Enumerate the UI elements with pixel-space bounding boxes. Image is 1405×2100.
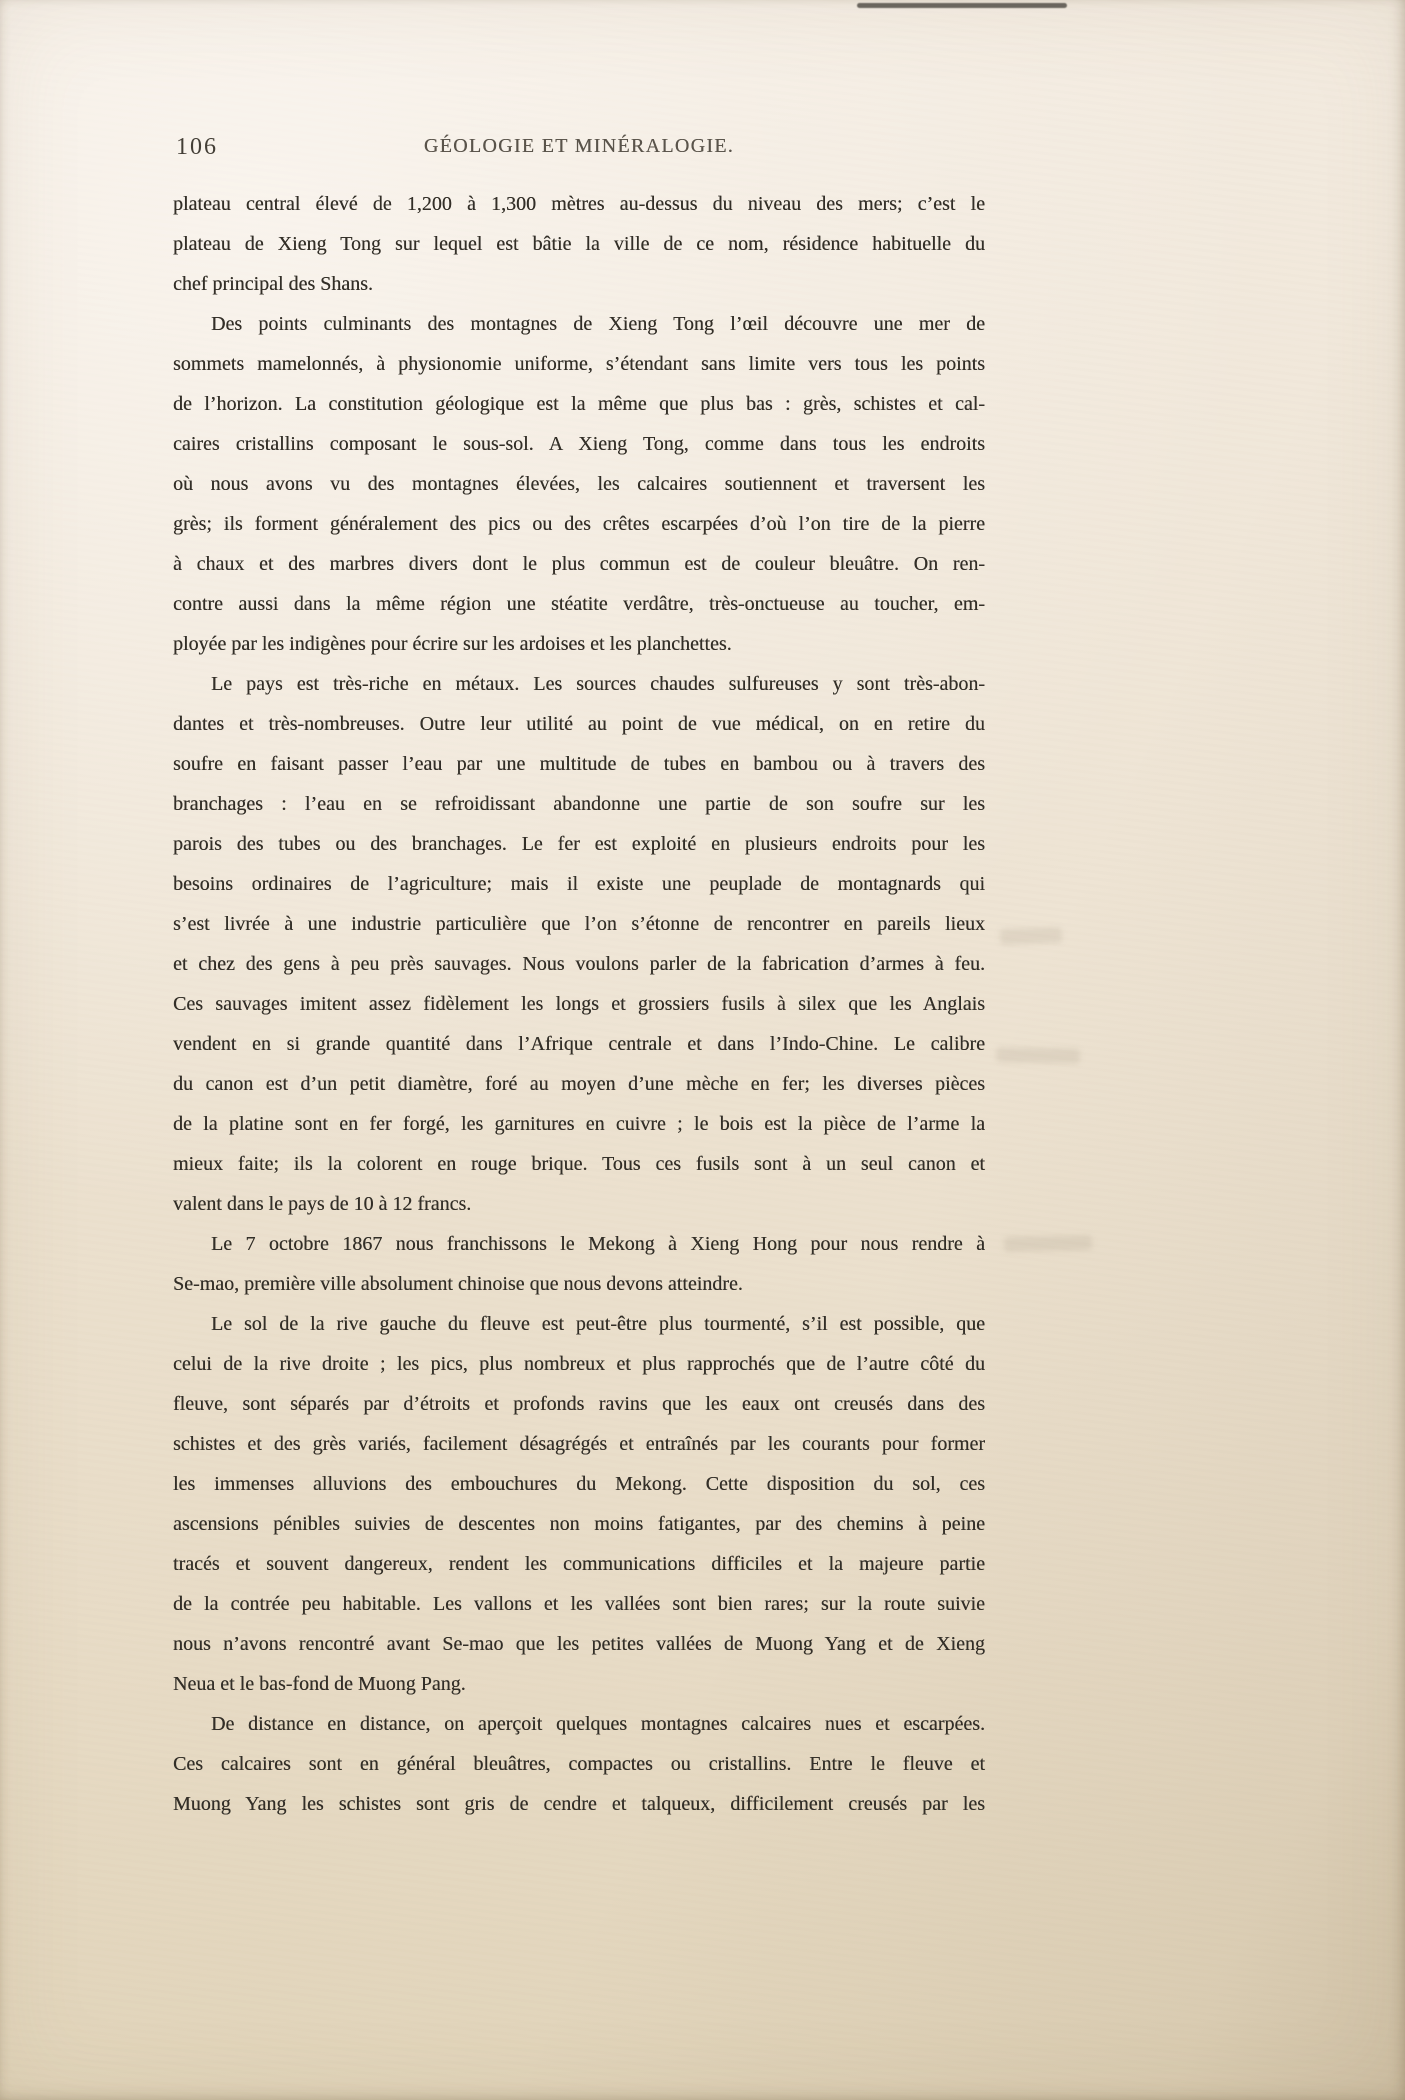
text-block (173, 184, 985, 1824)
text-line: nous n’avons rencontré avant Se-mao que les petites vallées de Muong Yang et de Xieng (173, 1633, 985, 1655)
text-line: parois des tubes ou des branchages. Le fer est exploité en plusieurs endroits pour les (173, 833, 985, 855)
text-line: et chez des gens à peu près sauvages. Nous voulons parler de la fabrication d’armes à feu. (173, 953, 985, 975)
text-line: où nous avons vu des montagnes élevées, les calcaires soutiennent et traversent les (173, 473, 985, 495)
text-line: de la platine sont en fer forgé, les garnitures en cuivre ; le bois est la pièce de l’arme la (173, 1113, 985, 1135)
text-line: soufre en faisant passer l’eau par une multitude de tubes en bambou ou à travers des (173, 753, 985, 775)
page-number: 106 (176, 134, 218, 160)
text-line: plateau central élevé de 1,200 à 1,300 mètres au-dessus du niveau des mers; c’est le (173, 193, 985, 215)
text-line: à chaux et des marbres divers dont le plus commun est de couleur bleuâtre. On ren- (173, 553, 985, 575)
text-line: caires cristallins composant le sous-sol. A Xieng Tong, comme dans tous les endroits (173, 433, 985, 455)
text-line: Se-mao, première ville absolument chinoise que nous devons atteindre. (173, 1273, 743, 1295)
text-line: fleuve, sont séparés par d’étroits et profonds ravins que les eaux ont creusés dans des (173, 1393, 985, 1415)
scan-edge-artifact (857, 3, 1067, 8)
running-title: GÉOLOGIE ET MINÉRALOGIE. (423, 135, 735, 157)
page-header (173, 132, 985, 166)
text-line: Muong Yang les schistes sont gris de cendre et talqueux, difficilement creusés par les (173, 1793, 985, 1815)
text-line: dantes et très-nombreuses. Outre leur utilité au point de vue médical, on en retire du (173, 713, 985, 735)
show-through-mark (1004, 1235, 1092, 1252)
text-line: ployée par les indigènes pour écrire sur les ardoises et les planchettes. (173, 633, 732, 655)
text-line: celui de la rive droite ; les pics, plus nombreux et plus rapprochés que de l’autre côté du (173, 1353, 985, 1375)
text-line: s’est livrée à une industrie particulière que l’on s’étonne de rencontrer en pareils lieux (173, 913, 985, 935)
text-line: de la contrée peu habitable. Les vallons et les vallées sont bien rares; sur la route suivie (173, 1593, 985, 1615)
text-line: les immenses alluvions des embouchures du Mekong. Cette disposition du sol, ces (173, 1473, 985, 1495)
show-through-mark (996, 1047, 1080, 1063)
text-line: Des points culminants des montagnes de Xieng Tong l’œil découvre une mer de (211, 313, 985, 335)
text-line: sommets mamelonnés, à physionomie uniforme, s’étendant sans limite vers tous les points (173, 353, 985, 375)
text-line: Ces calcaires sont en général bleuâtres, compactes ou cristallins. Entre le fleuve et (173, 1753, 985, 1775)
text-line: De distance en distance, on aperçoit quelques montagnes calcaires nues et escarpées. (211, 1713, 985, 1735)
text-line: contre aussi dans la même région une stéatite verdâtre, très-onctueuse au toucher, em- (173, 593, 985, 615)
text-line: Le pays est très-riche en métaux. Les sources chaudes sulfureuses y sont très-abon- (211, 673, 985, 695)
text-line: mieux faite; ils la colorent en rouge brique. Tous ces fusils sont à un seul canon et (173, 1153, 985, 1175)
text-line: Neua et le bas-fond de Muong Pang. (173, 1673, 466, 1695)
text-line: branchages : l’eau en se refroidissant abandonne une partie de son soufre sur les (173, 793, 985, 815)
text-line: tracés et souvent dangereux, rendent les communications difficiles et la majeure partie (173, 1553, 985, 1575)
text-line: valent dans le pays de 10 à 12 francs. (173, 1193, 472, 1215)
text-line: Le sol de la rive gauche du fleuve est peut-être plus tourmenté, s’il est possible, que (211, 1313, 985, 1335)
text-line: plateau de Xieng Tong sur lequel est bâtie la ville de ce nom, résidence habituelle du (173, 233, 985, 255)
text-line: vendent en si grande quantité dans l’Afrique centrale et dans l’Indo-Chine. Le calibre (173, 1033, 985, 1055)
text-line: ascensions pénibles suivies de descentes non moins fatigantes, par des chemins à peine (173, 1513, 985, 1535)
text-line: schistes et des grès variés, facilement désagrégés et entraînés par les courants pour former (173, 1433, 985, 1455)
text-line: de l’horizon. La constitution géologique est la même que plus bas : grès, schistes et cal- (173, 393, 985, 415)
show-through-mark (1000, 927, 1063, 945)
text-line: chef principal des Shans. (173, 273, 373, 295)
text-line: Ces sauvages imitent assez fidèlement les longs et grossiers fusils à silex que les Anglais (173, 993, 985, 1015)
text-line: du canon est d’un petit diamètre, foré au moyen d’une mèche en fer; les diverses pièces (173, 1073, 985, 1095)
text-line: grès; ils forment généralement des pics ou des crêtes escarpées d’où l’on tire de la pierre (173, 513, 985, 535)
text-line: besoins ordinaires de l’agriculture; mais il existe une peuplade de montagnards qui (173, 873, 985, 895)
text-line: Le 7 octobre 1867 nous franchissons le Mekong à Xieng Hong pour nous rendre à (211, 1233, 985, 1255)
